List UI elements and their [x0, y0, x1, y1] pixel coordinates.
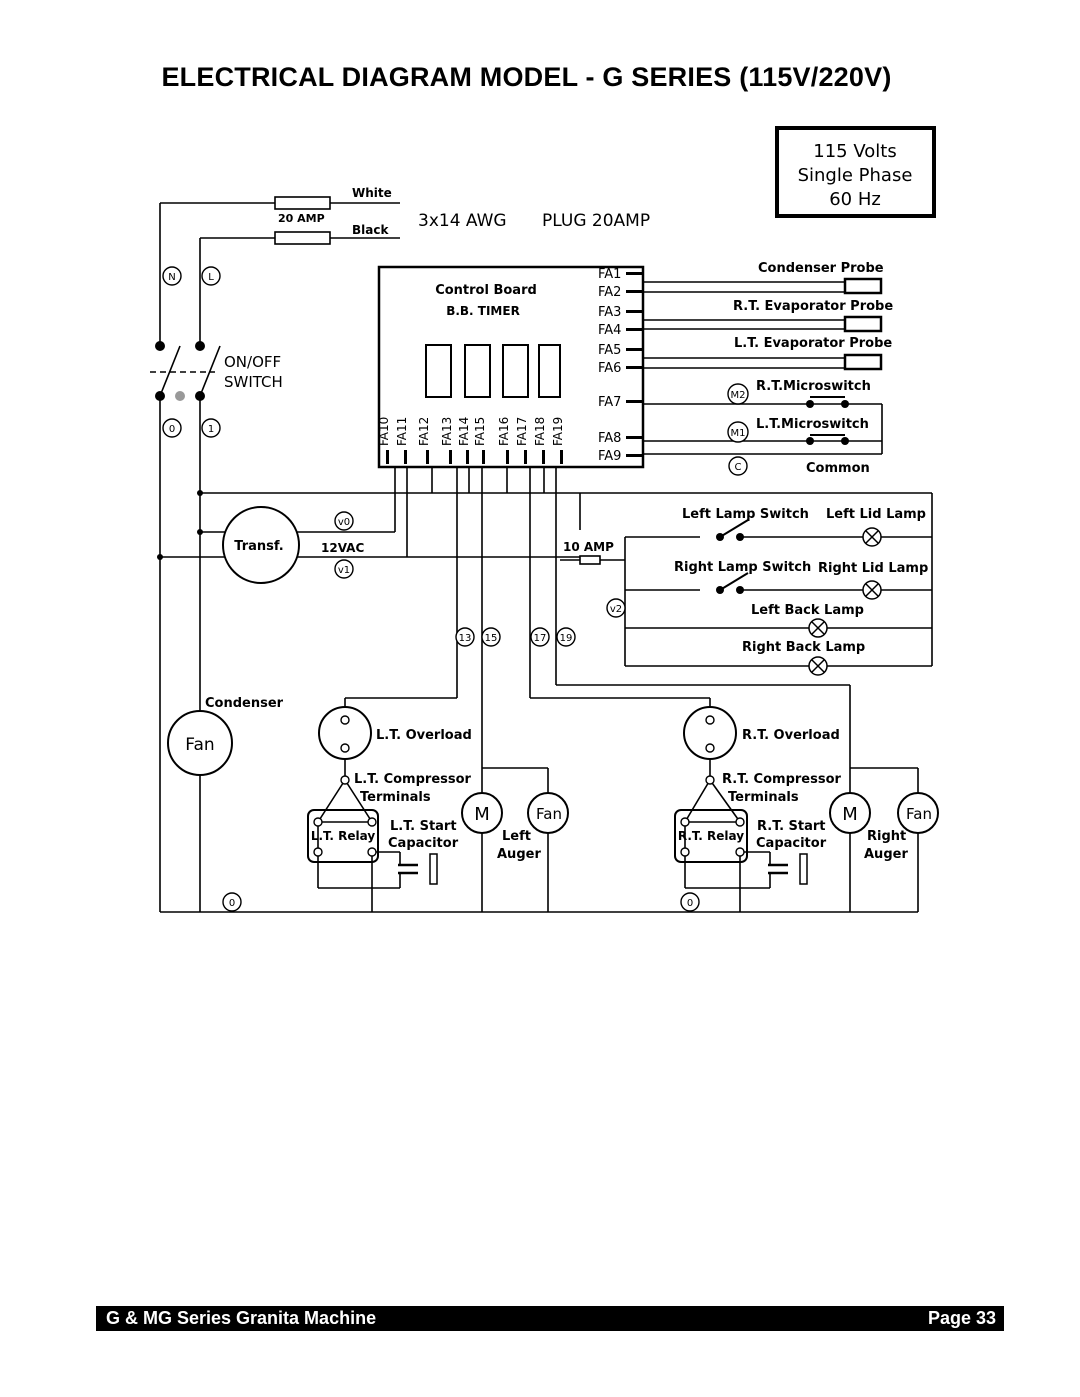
right-auger-label-1: Right — [867, 829, 907, 844]
right-lid-lamp-icon — [863, 581, 881, 599]
board-pin-marker — [449, 450, 452, 464]
lt-capacitor-label: Capacitor — [388, 836, 459, 851]
board-pin-fa6: FA6 — [598, 361, 622, 376]
cable-label: 3x14 AWG — [418, 211, 507, 231]
right-auger-motor-label: M — [842, 804, 858, 825]
board-pin-marker — [626, 436, 642, 439]
board-pin-fa17: FA17 — [515, 416, 529, 446]
board-pin-fa2: FA2 — [598, 285, 622, 300]
left-back-lamp-label: Left Back Lamp — [751, 603, 864, 618]
board-pin-fa1: FA1 — [598, 267, 622, 282]
terminal-15-label: 15 — [484, 633, 498, 644]
footer-page-number: Page 33 — [927, 1308, 996, 1328]
board-pin-fa15: FA15 — [473, 416, 487, 446]
rt-overload-label: R.T. Overload — [742, 728, 840, 743]
rt-capacitor-label: Capacitor — [756, 836, 827, 851]
board-pin-fa10: FA10 — [377, 416, 391, 446]
terminal-1-label: 1 — [207, 424, 215, 435]
terminal-v2-label: v2 — [609, 604, 623, 615]
ground-right-label: 0 — [686, 898, 694, 909]
power-voltage: 115 Volts — [813, 141, 897, 162]
condenser-probe-label: Condenser Probe — [758, 261, 884, 276]
terminal-l-label: L — [208, 272, 214, 283]
power-phase: Single Phase — [797, 165, 913, 186]
board-pin-marker — [626, 272, 642, 275]
lt-relay-label: L.T. Relay — [310, 829, 376, 843]
board-pin-marker — [626, 348, 642, 351]
board-pin-fa19: FA19 — [551, 416, 565, 446]
terminal-m2-label: M2 — [730, 390, 746, 401]
terminal-m1-label: M1 — [730, 428, 746, 439]
board-pin-marker — [524, 450, 527, 464]
rt-microswitch-label: R.T.Microswitch — [756, 379, 871, 394]
ground-left-label: 0 — [228, 898, 236, 909]
power-frequency: 60 Hz — [829, 189, 881, 210]
page-title: ELECTRICAL DIAGRAM MODEL - G SERIES (115V/220V) — [161, 62, 892, 92]
plug-label: PLUG 20AMP — [542, 211, 651, 231]
lt-start-label: L.T. Start — [390, 819, 457, 834]
board-pin-marker — [482, 450, 485, 464]
board-pin-marker — [506, 450, 509, 464]
lt-compressor-label: L.T. Compressor — [354, 772, 471, 787]
board-pin-fa16: FA16 — [497, 416, 511, 446]
lt-evap-probe-label: L.T. Evaporator Probe — [734, 336, 893, 351]
terminal-17-label: 17 — [533, 633, 547, 644]
board-pin-fa7: FA7 — [598, 395, 622, 410]
rt-start-label: R.T. Start — [757, 819, 826, 834]
switch-label-line1: ON/OFF — [224, 353, 282, 371]
board-pin-fa3: FA3 — [598, 305, 622, 320]
left-lid-lamp-label: Left Lid Lamp — [826, 507, 926, 522]
rt-compressor-label: R.T. Compressor — [722, 772, 841, 787]
transformer-label: Transf. — [234, 539, 284, 554]
rt-relay-label: R.T. Relay — [677, 829, 745, 843]
right-fan-label: Fan — [906, 805, 932, 823]
right-lamp-switch-label: Right Lamp Switch — [674, 560, 812, 575]
terminal-n-label: N — [168, 272, 176, 283]
right-back-lamp-icon — [809, 657, 827, 675]
right-lid-lamp-label: Right Lid Lamp — [818, 561, 929, 576]
terminal-13-label: 13 — [458, 633, 472, 644]
switch-label-line2: SWITCH — [224, 373, 283, 391]
board-pin-marker — [626, 328, 642, 331]
left-back-lamp-icon — [809, 619, 827, 637]
right-auger-label-2: Auger — [864, 847, 908, 862]
left-fan-label: Fan — [536, 805, 562, 823]
left-auger-label-2: Auger — [497, 847, 541, 862]
lt-microswitch-label: L.T.Microswitch — [756, 417, 869, 432]
terminal-v0-label: v0 — [337, 517, 351, 528]
condenser-probe — [845, 279, 881, 293]
black-fuse — [275, 232, 330, 244]
left-lamp-switch-label: Left Lamp Switch — [682, 507, 809, 522]
lt-overload-label: L.T. Overload — [376, 728, 472, 743]
left-auger-label-1: Left — [502, 829, 531, 844]
terminal-c-label: C — [734, 462, 742, 473]
lt-terminals-label: Terminals — [360, 790, 431, 805]
board-pin-marker — [626, 290, 642, 293]
footer-doc-title: G & MG Series Granita Machine — [106, 1308, 377, 1328]
black-wire-label: Black — [352, 223, 389, 237]
condenser-fan-label: Fan — [185, 735, 215, 755]
control-board-title: Control Board — [435, 283, 537, 298]
terminal-19-label: 19 — [559, 633, 573, 644]
board-pin-marker — [626, 454, 642, 457]
board-pin-marker — [560, 450, 563, 464]
left-auger-motor-label: M — [474, 804, 490, 825]
board-pin-fa4: FA4 — [598, 323, 622, 338]
page-footer — [96, 1306, 1004, 1331]
condenser-label: Condenser — [205, 696, 284, 711]
right-back-lamp-label: Right Back Lamp — [742, 640, 866, 655]
white-fuse — [275, 197, 330, 209]
board-pin-marker — [626, 400, 642, 403]
board-pin-fa5: FA5 — [598, 343, 622, 358]
common-label: Common — [806, 461, 870, 476]
board-pin-fa13: FA13 — [440, 416, 454, 446]
control-board-timer: B.B. TIMER — [446, 304, 520, 318]
left-lid-lamp-icon — [863, 528, 881, 546]
lamp-fuse-label: 10 AMP — [563, 540, 614, 554]
rt-evap-probe-label: R.T. Evaporator Probe — [733, 299, 894, 314]
board-pin-fa11: FA11 — [395, 416, 409, 446]
board-pin-marker — [542, 450, 545, 464]
board-pin-marker — [626, 310, 642, 313]
board-pin-marker — [404, 450, 407, 464]
terminal-v1-label: v1 — [337, 565, 351, 576]
fuse-20amp-label: 20 AMP — [278, 212, 325, 225]
lt-evaporator-probe — [845, 355, 881, 369]
board-pin-fa18: FA18 — [533, 416, 547, 446]
rt-evaporator-probe — [845, 317, 881, 331]
board-pin-marker — [626, 366, 642, 369]
board-pin-fa9: FA9 — [598, 449, 622, 464]
board-pin-marker — [386, 450, 389, 464]
board-pin-fa8: FA8 — [598, 431, 622, 446]
board-pin-fa14: FA14 — [457, 416, 471, 446]
white-wire-label: White — [352, 186, 392, 200]
board-pin-marker — [426, 450, 429, 464]
terminal-0-label: 0 — [168, 424, 176, 435]
board-pin-fa12: FA12 — [417, 416, 431, 446]
rt-terminals-label: Terminals — [728, 790, 799, 805]
board-pin-marker — [466, 450, 469, 464]
lamp-fuse — [580, 556, 600, 564]
transformer-voltage: 12VAC — [321, 541, 365, 555]
